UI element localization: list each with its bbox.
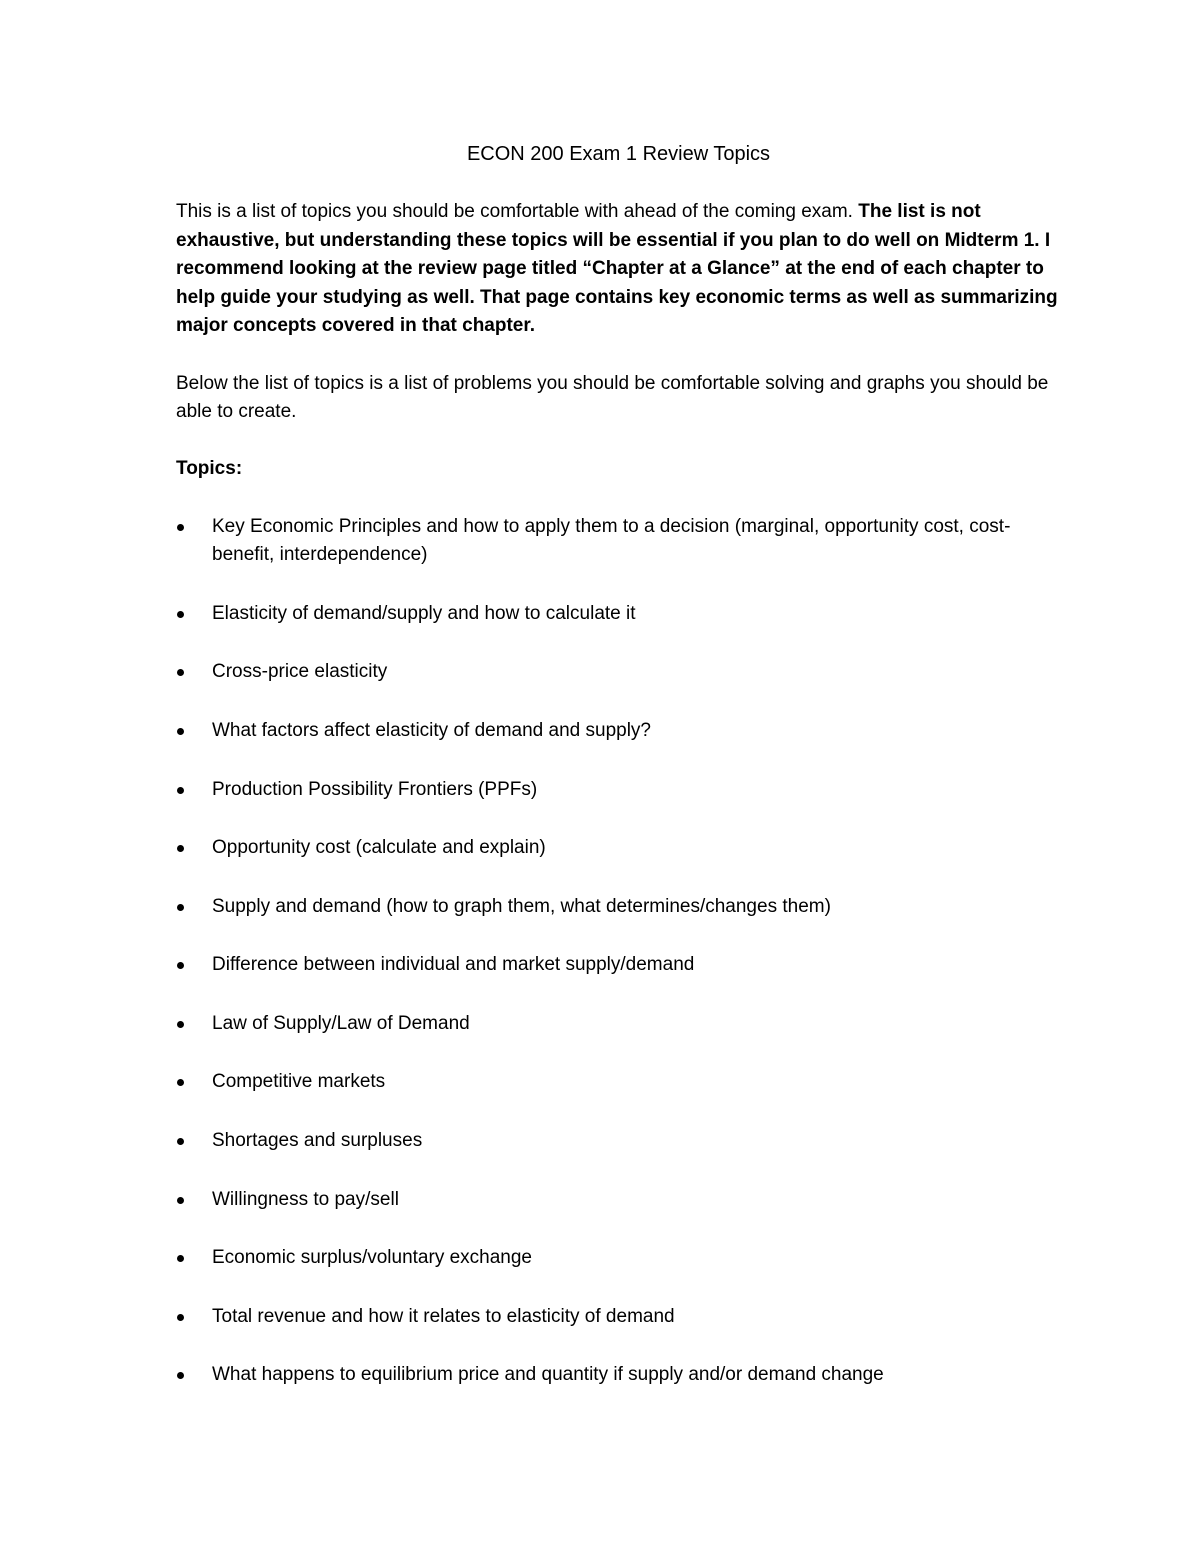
topics-list	[176, 513, 1061, 1391]
intro-normal-text: This is a list of topics you should be comfortable with ahead of the coming exam.	[176, 201, 859, 222]
topic-item	[176, 1068, 1061, 1097]
topic-text: Difference between individual and market supply/demand	[212, 954, 695, 976]
topic-item	[176, 658, 1061, 687]
topic-text: Shortages and surpluses	[212, 1130, 423, 1152]
topic-item	[176, 1186, 1061, 1215]
topic-item	[176, 834, 1061, 863]
topic-text: Key Economic Principles and how to apply them to a decision (marginal, opportunity cost, cost-benefit, interdependence)	[212, 515, 1011, 566]
topic-text: Willingness to pay/sell	[212, 1188, 399, 1210]
topic-item	[176, 1303, 1061, 1332]
topic-item	[176, 1010, 1061, 1039]
topic-item	[176, 776, 1061, 805]
topic-item	[176, 1244, 1061, 1273]
topic-text: Production Possibility Frontiers (PPFs)	[212, 778, 538, 800]
document-title: ECON 200 Exam 1 Review Topics	[466, 143, 771, 165]
topic-item	[176, 951, 1061, 980]
topic-item	[176, 717, 1061, 746]
topic-item	[176, 1127, 1061, 1156]
intro-bold-text: The list is not exhaustive, but understanding these topics will be essential if you plan to do well on Midterm 1. I recommend looking at the review page titled “Chapter at a Glance” at the end of each chapter to help guide your studying as well. That page contains key economic terms as well as summarizing major concepts covered in that chapter.	[176, 201, 1058, 337]
topic-text: Law of Supply/Law of Demand	[212, 1012, 470, 1034]
intro-paragraph	[176, 198, 1061, 341]
topic-item	[176, 1361, 1061, 1390]
topic-item	[176, 513, 1061, 570]
document-content	[176, 140, 1061, 1420]
topic-text: Opportunity cost (calculate and explain)	[212, 837, 546, 859]
topic-text: Elasticity of demand/supply and how to calculate it	[212, 602, 636, 624]
topic-text: What factors affect elasticity of demand and supply?	[212, 719, 651, 741]
topic-text: Competitive markets	[212, 1071, 386, 1093]
topic-item	[176, 600, 1061, 629]
topic-text: Total revenue and how it relates to elasticity of demand	[212, 1305, 675, 1327]
topic-text: What happens to equilibrium price and quantity if supply and/or demand change	[212, 1364, 884, 1386]
topic-text: Supply and demand (how to graph them, what determines/changes them)	[212, 895, 831, 917]
topics-heading: Topics:	[176, 458, 243, 480]
topic-text: Economic surplus/voluntary exchange	[212, 1247, 533, 1269]
below-paragraph: Below the list of topics is a list of problems you should be comfortable solving and graphs you should be able to create.	[176, 372, 1049, 423]
topic-text: Cross-price elasticity	[212, 661, 388, 683]
topic-item	[176, 893, 1061, 922]
